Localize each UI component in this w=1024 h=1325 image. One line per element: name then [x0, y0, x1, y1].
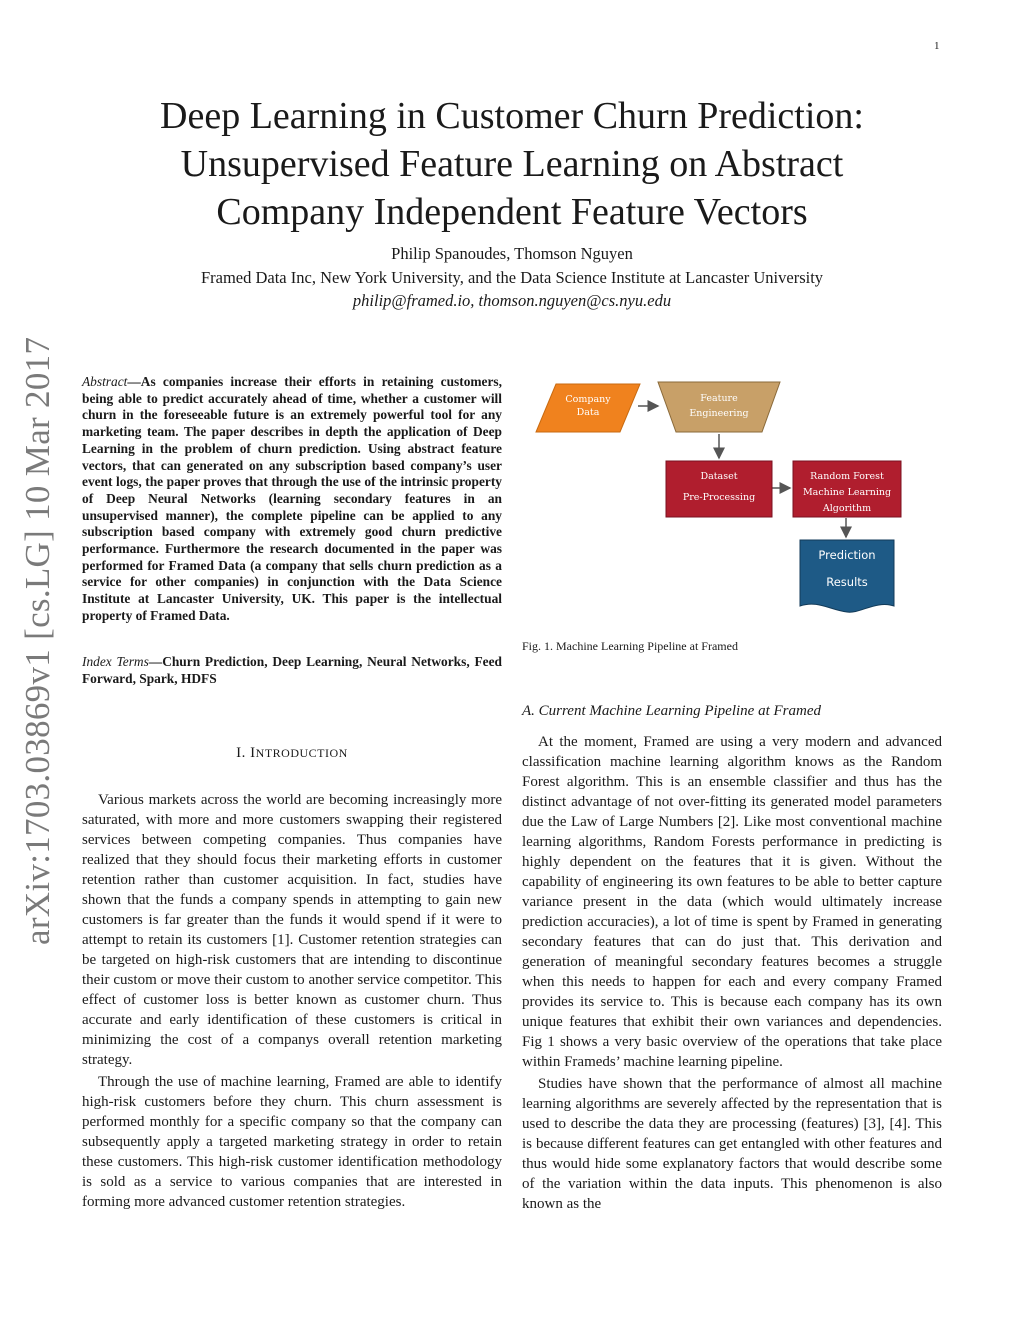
node-random-forest: [793, 461, 901, 517]
abstract-text: —As companies increase their efforts in retaining customers, being able to predict accurately ahead of time, whether a customer will churn in the foreseeable future is an extremely powerful tool for any marketing team. The paper describes in depth the application of Deep Learning in the problem of churn prediction. Using abstract feature vectors, that can generated on any subscription based company’s user event logs, the paper proves that through the use of the intrinsic property of Deep Neural Networks (learning secondary features in an unsupervised manner), the complete pipeline can be applied to any subscription based company with extremely good churn predictive performance. Furthermore the research documented in the paper was performed for Framed Data (a company that sells churn prediction as a service for other companies) in conjunction with the Data Science Institute at Lancaster University, UK. This paper is the intellectual property of Framed Data.: [82, 374, 502, 623]
title-line-2: Unsupervised Feature Learning on Abstract: [180, 143, 844, 185]
right-paragraph-2: Studies have shown that the performance of almost all machine learning algorithms are severely affected by the representation that is used to describe the data they are processing (features) [3], [4]. This is because different features can get entangled with other features and thus would hide some explanatory factors that would describe some of the variation within the data inputs. This phenomenon is also known as the: [522, 1076, 942, 1212]
author-emails: philip@framed.io, thomson.nguyen@cs.nyu.edu: [352, 291, 672, 310]
pipeline-figure: [530, 374, 950, 620]
node-dataset: [666, 461, 772, 517]
right-paragraph-1: At the moment, Framed are using a very modern and advanced classification machine learning algorithm knows as the Random Forest algorithm. This is an ensemble classifier and thus has the distinct advantage of not over-fitting its generated model parameters due the Law of Large Numbers [2]. Like most conventional machine learning algorithms, Random Forests performance in predicting is highly dependent on the features that it is given. Without the capability of engineering its own features to be able to better capture variance present in the data (which would ultimately increase prediction accuracies), a lot of time is spent by Framed in generating secondary features that can do just that. This derivation and generation of meaningful secondary features becomes a struggle when this needs to happen for each and every company Framed provides its service to. This is because each company has its own unique features that exhibit their own variances and dependencies. Fig 1 shows a very basic overview of the operations that take place within Frameds’ machine learning pipeline.: [522, 734, 942, 1070]
abstract: [82, 374, 502, 625]
random-forest-label-1: Random Forest: [810, 471, 884, 482]
node-feature-engineering: [658, 382, 780, 432]
feature-engineering-shape: [658, 382, 780, 432]
dataset-label-2: Pre-Processing: [682, 492, 756, 503]
section-initial: I: [250, 745, 256, 761]
intro-paragraph-2: Through the use of machine learning, Framed are able to identify high-risk customers before they churn. This churn assessment is performed monthly for a specific company so that the company can subsequently apply a targeted marketing strategy in order to retain these customers. This high-risk customer identification methodology is sold as a service to various companies that are interested in forming more advanced customer retention strategies.: [82, 1074, 502, 1210]
paper-title: [60, 92, 964, 236]
section-numeral: I.: [236, 745, 251, 761]
index-terms-lead: Index Terms: [82, 654, 149, 669]
feature-engineering-label-2: Engineering: [689, 408, 749, 419]
prediction-label-2: Results: [826, 575, 868, 589]
index-terms-text: —Churn Prediction, Deep Learning, Neural Networks, Feed Forward, Spark, HDFS: [82, 654, 502, 686]
abstract-lead: Abstract: [82, 374, 128, 389]
arxiv-sidebar-stamp: arXiv:1703.03869v1 [cs.LG] 10 Mar 2017: [18, 336, 57, 945]
intro-paragraph-1: Various markets across the world are becoming increasingly more saturated, with more and more customers swapping their registered services between competing companies. Thus companies have realized that they should focus their marketing efforts in customer retention rather than customer acquisition. In fact, studies have shown that the funds a company spends in attempting to gain new customers is far greater than the funds it would spend if it were to attempt to retain its customers [1]. Customer retention strategies can be targeted on high-risk customers that are intending to discontinue their custom or move their custom to another service competitor. This effect of customer loss is better known as customer churn. Thus accurate and early identification of these customers is critical in minimizing the cost of a companys overall retention marketing strategy.: [82, 792, 502, 1068]
title-line-1: Deep Learning in Customer Churn Prediction:: [160, 95, 864, 137]
dataset-label-1: Dataset: [700, 471, 738, 482]
authors: Philip Spanoudes, Thomson Nguyen: [391, 244, 633, 263]
random-forest-label-2: Machine Learning: [802, 487, 892, 498]
random-forest-label-3: Algorithm: [822, 503, 872, 514]
node-company-data: [536, 384, 640, 432]
node-prediction-results: [800, 540, 894, 612]
feature-engineering-label-1: Feature: [700, 393, 738, 404]
prediction-label-1: Prediction: [818, 548, 876, 562]
company-data-label-1: Company: [565, 394, 611, 405]
section-heading-introduction: [82, 745, 502, 762]
index-terms: [82, 654, 502, 687]
figure-caption: Fig. 1. Machine Learning Pipeline at Framed: [522, 639, 738, 653]
right-column-body: [522, 732, 942, 1214]
subsection-heading-a: A. Current Machine Learning Pipeline at Framed: [522, 703, 821, 719]
section-rest: NTRODUCTION: [255, 746, 348, 760]
page-number: 1: [934, 40, 940, 52]
introduction-body: [82, 790, 502, 1212]
dataset-shape: [666, 461, 772, 517]
affiliation: Framed Data Inc, New York University, and the Data Science Institute at Lancaster University: [200, 268, 824, 287]
title-line-3: Company Independent Feature Vectors: [216, 191, 808, 233]
company-data-label-2: Data: [576, 407, 600, 418]
